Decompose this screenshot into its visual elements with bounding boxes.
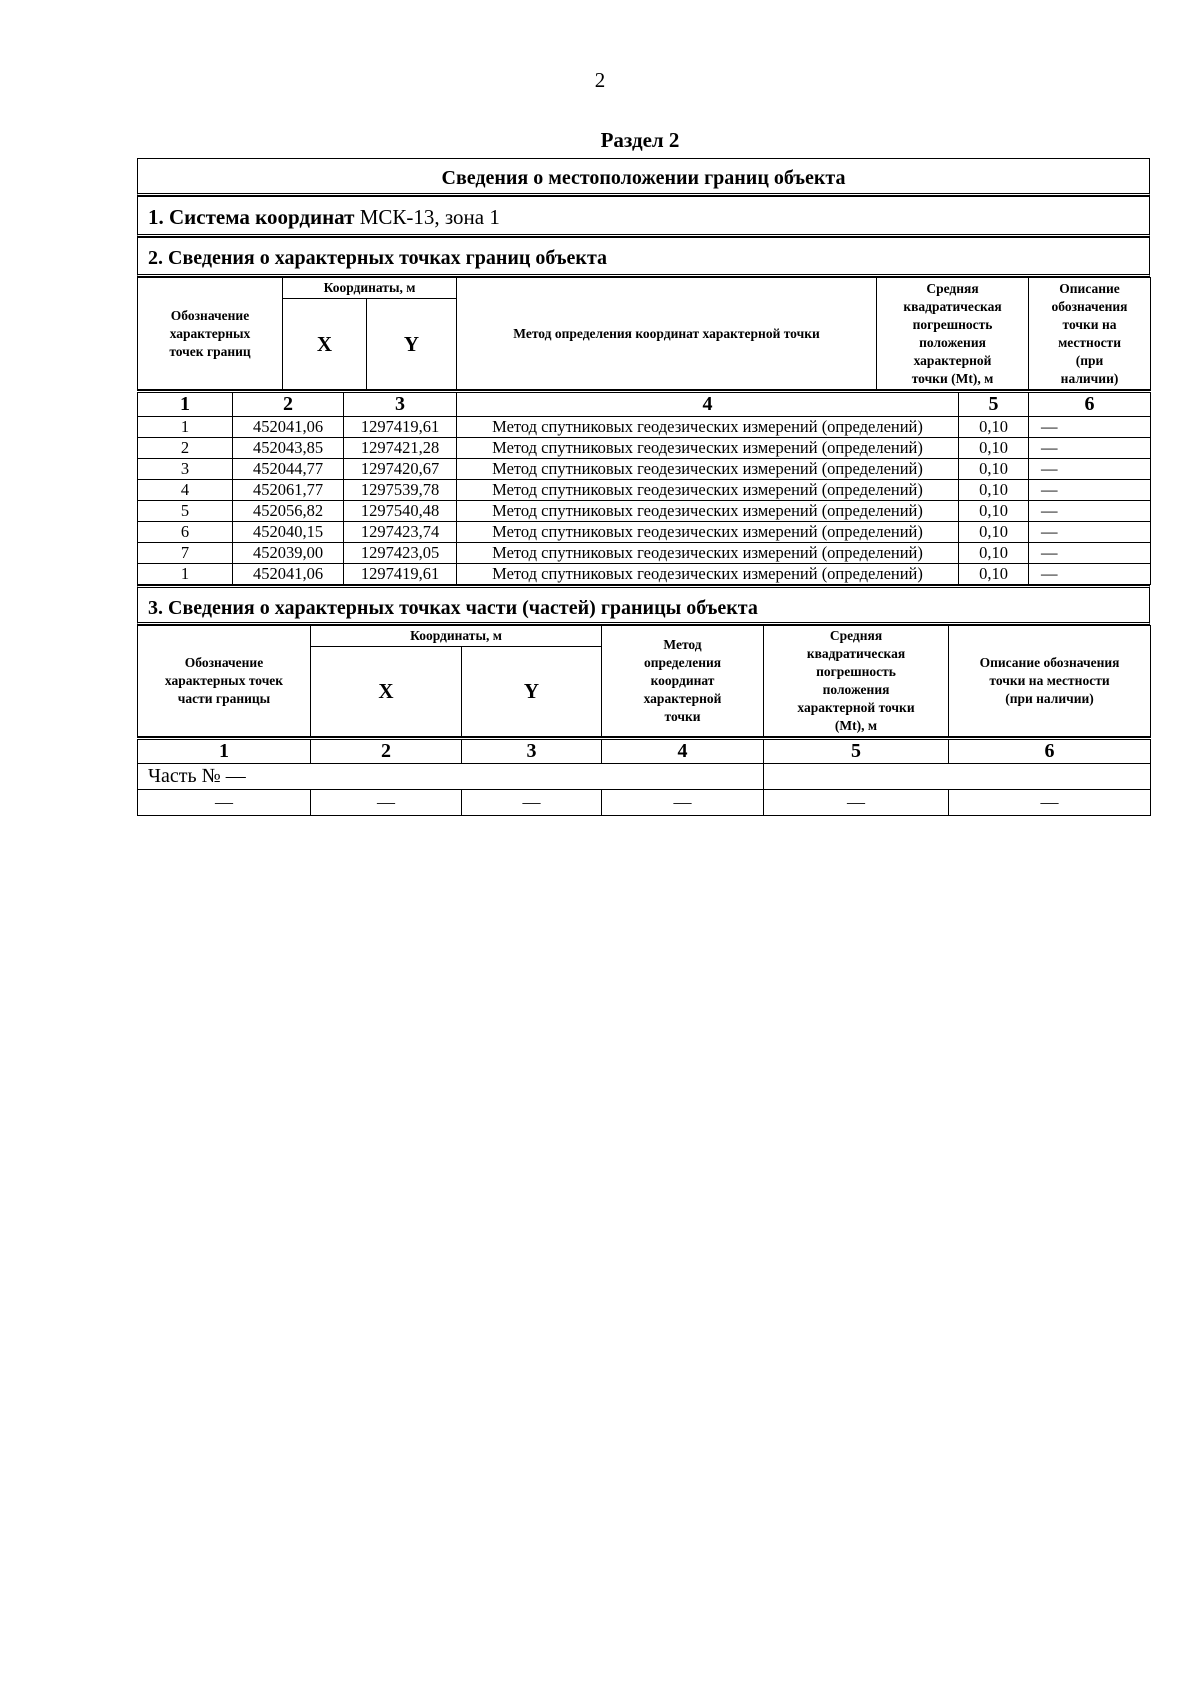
y-coordinate-cell: 1297421,28: [344, 438, 457, 459]
method-cell: Метод спутниковых геодезических измерений (определений): [457, 501, 959, 522]
section-title: Раздел 2: [600, 128, 680, 152]
coordinate-system-value: МСК-13, зона 1: [359, 205, 500, 229]
part-method-header-line: точки: [664, 709, 701, 724]
error-cell: 0,10: [959, 417, 1029, 438]
error-header: [877, 278, 1029, 390]
point-number-cell: 3: [138, 459, 233, 480]
col-number: 3: [344, 392, 457, 417]
description-header-line: точки на: [1062, 316, 1117, 332]
method-cell: Метод спутниковых геодезических измерений (определений): [457, 543, 959, 564]
points-header-table: [137, 277, 1151, 390]
point-row: [138, 480, 1151, 501]
part-designation-header-line: Обозначение: [184, 655, 264, 670]
part-col-number: 1: [138, 739, 311, 764]
method-cell: Метод спутниковых геодезических измерений (определений): [457, 459, 959, 480]
x-coordinate-cell: 452040,15: [233, 522, 344, 543]
col-number: 4: [457, 392, 959, 417]
part-designation-header-line: части границы: [177, 691, 271, 706]
part-y-header: Y: [462, 647, 602, 737]
empty-cell: —: [764, 790, 949, 816]
point-number-cell: 5: [138, 501, 233, 522]
description-cell: —: [1029, 480, 1151, 501]
part-method-header-line: определения: [643, 655, 722, 670]
part-designation-header: [138, 626, 311, 737]
description-cell: —: [1029, 522, 1151, 543]
part-description-header-line: Описание обозначения: [979, 655, 1120, 670]
method-cell: Метод спутниковых геодезических измерений (определений): [457, 417, 959, 438]
description-header-line: (при: [1075, 352, 1104, 368]
part-col-number: 2: [311, 739, 462, 764]
part-method-header-line: Метод: [663, 637, 702, 652]
point-number-cell: 1: [138, 564, 233, 585]
description-header-line: Описание: [1059, 280, 1120, 296]
point-row: [138, 417, 1151, 438]
error-header-line: квадратическая: [903, 298, 1002, 314]
error-cell: 0,10: [959, 522, 1029, 543]
part-error-header-line: (Mt), м: [834, 718, 878, 733]
coordinate-system: [137, 196, 1150, 237]
part-description-header: [949, 626, 1151, 737]
part-error-header-line: квадратическая: [806, 646, 906, 661]
page-number: 2: [594, 68, 606, 92]
boundary-info-form: [137, 158, 1150, 816]
point-row: [138, 459, 1151, 480]
parts-table: [137, 737, 1151, 816]
point-row: [138, 438, 1151, 459]
x-coordinate-cell: 452041,06: [233, 417, 344, 438]
empty-cell: —: [462, 790, 602, 816]
part-error-header-line: погрешность: [816, 664, 896, 679]
part-description-header-line: точки на местности: [989, 673, 1110, 688]
part-x-header: X: [311, 647, 462, 737]
coordinate-system-label: 1. Система координат: [148, 205, 355, 229]
part-col-number: 6: [949, 739, 1151, 764]
y-coordinate-cell: 1297419,61: [344, 564, 457, 585]
point-number-cell: 7: [138, 543, 233, 564]
y-coordinate-cell: 1297423,05: [344, 543, 457, 564]
point-number-cell: 4: [138, 480, 233, 501]
x-coordinate-cell: 452041,06: [233, 564, 344, 585]
y-header: Y: [367, 299, 457, 390]
x-coordinate-cell: 452056,82: [233, 501, 344, 522]
method-cell: Метод спутниковых геодезических измерений (определений): [457, 480, 959, 501]
empty-cell: —: [949, 790, 1151, 816]
parts-section-title: 3. Сведения о характерных точках части (частей) границы объекта: [137, 585, 1150, 625]
part-method-header-line: характерной: [643, 691, 722, 706]
part-col-number: 3: [462, 739, 602, 764]
coords-header: Координаты, м: [283, 278, 457, 299]
error-cell: 0,10: [959, 564, 1029, 585]
empty-cell: —: [311, 790, 462, 816]
method-cell: Метод спутниковых геодезических измерений (определений): [457, 438, 959, 459]
description-header-line: местности: [1058, 334, 1121, 350]
points-table: [137, 390, 1151, 585]
part-col-number: 5: [764, 739, 949, 764]
error-cell: 0,10: [959, 459, 1029, 480]
description-cell: —: [1029, 417, 1151, 438]
part-coords-header: Координаты, м: [311, 626, 602, 647]
part-error-header-line: характерной точки: [797, 700, 915, 715]
part-error-header-line: Средняя: [829, 628, 883, 643]
parts-header-table: [137, 625, 1151, 737]
x-coordinate-cell: 452039,00: [233, 543, 344, 564]
method-cell: Метод спутниковых геодезических измерений (определений): [457, 564, 959, 585]
description-header-line: наличии): [1060, 370, 1119, 386]
point-number-cell: 6: [138, 522, 233, 543]
point-row: [138, 564, 1151, 585]
point-number-cell: 2: [138, 438, 233, 459]
empty-cell: —: [602, 790, 764, 816]
designation-header: Обозначение характерных точек границ: [138, 278, 283, 390]
method-cell: Метод спутниковых геодезических измерений (определений): [457, 522, 959, 543]
y-coordinate-cell: 1297419,61: [344, 417, 457, 438]
point-row: [138, 522, 1151, 543]
error-header-line: погрешность: [912, 316, 993, 332]
error-header-line: точки (Mt), м: [911, 370, 994, 386]
part-error-header-line: положения: [822, 682, 890, 697]
part-method-header-line: координат: [650, 673, 715, 688]
error-cell: 0,10: [959, 501, 1029, 522]
point-row: [138, 501, 1151, 522]
error-cell: 0,10: [959, 438, 1029, 459]
empty-cell: —: [138, 790, 311, 816]
error-header-line: Средняя: [926, 280, 979, 296]
description-cell: —: [1029, 543, 1151, 564]
description-header: [1029, 278, 1151, 390]
description-cell: —: [1029, 564, 1151, 585]
part-description-header-line: (при наличии): [1005, 691, 1094, 706]
col-number: 5: [959, 392, 1029, 417]
y-coordinate-cell: 1297423,74: [344, 522, 457, 543]
error-cell: 0,10: [959, 480, 1029, 501]
block-title: Сведения о местоположении границ объекта: [137, 158, 1150, 196]
x-coordinate-cell: 452044,77: [233, 459, 344, 480]
point-row: [138, 543, 1151, 564]
y-coordinate-cell: 1297540,48: [344, 501, 457, 522]
part-designation-header-line: характерных точек: [164, 673, 284, 688]
part-col-number: 4: [602, 739, 764, 764]
error-header-line: положения: [919, 334, 986, 350]
y-coordinate-cell: 1297539,78: [344, 480, 457, 501]
x-header: X: [283, 299, 367, 390]
y-coordinate-cell: 1297420,67: [344, 459, 457, 480]
error-header-line: характерной: [913, 352, 992, 368]
part-label-blank: [764, 764, 1151, 790]
col-number: 2: [233, 392, 344, 417]
x-coordinate-cell: 452061,77: [233, 480, 344, 501]
part-error-header: [764, 626, 949, 737]
error-cell: 0,10: [959, 543, 1029, 564]
point-number-cell: 1: [138, 417, 233, 438]
description-cell: —: [1029, 459, 1151, 480]
part-method-header: [602, 626, 764, 737]
col-number: 6: [1029, 392, 1151, 417]
part-label: Часть № —: [138, 764, 764, 790]
x-coordinate-cell: 452043,85: [233, 438, 344, 459]
col-number: 1: [138, 392, 233, 417]
points-rows: [138, 417, 1151, 585]
description-header-line: обозначения: [1051, 298, 1128, 314]
description-cell: —: [1029, 438, 1151, 459]
points-section-title: 2. Сведения о характерных точках границ объекта: [137, 237, 1150, 277]
description-cell: —: [1029, 501, 1151, 522]
method-header: Метод определения координат характерной точки: [457, 278, 877, 390]
